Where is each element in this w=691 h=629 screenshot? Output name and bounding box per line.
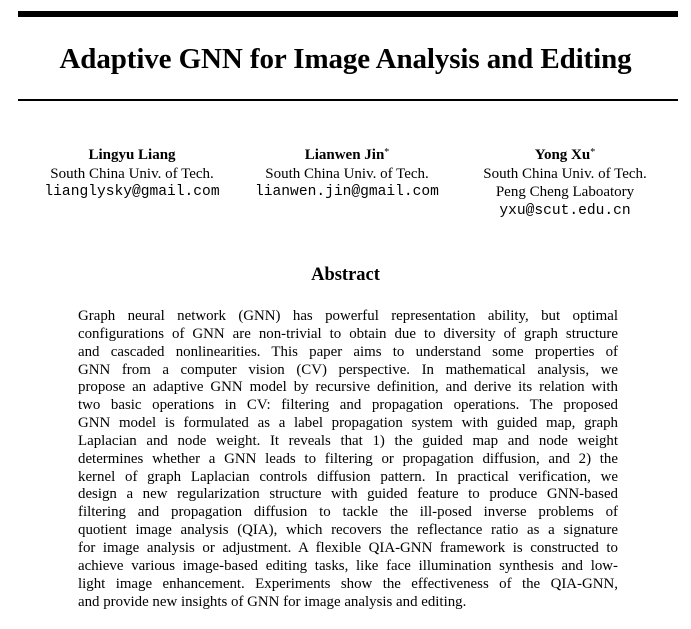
abstract-line: determines whether a GNN leads to filtering or propagation diffusion, and 2) the	[78, 450, 618, 467]
corresponding-mark: *	[384, 147, 390, 158]
author-email[interactable]: yxu@scut.edu.cn	[499, 202, 631, 219]
abstract-line: light image enhancement. Experiments show the effectiveness of the QIA-GNN,	[78, 575, 618, 592]
author-2	[247, 146, 447, 202]
abstract-line: two basic operations in CV: filtering and propagation operations. The proposed	[78, 397, 618, 414]
author-affiliation: South China Univ. of Tech.	[483, 165, 647, 182]
abstract-line: for image analysis or adjustment. A flexible QIA-GNN framework is constructed to	[78, 539, 618, 556]
abstract-line: and provide new insights of GNN for image analysis and editing.	[78, 593, 467, 610]
abstract-line: configurations of GNN are non-trivial to obtain due to diversity of graph structure	[78, 325, 618, 342]
abstract-line: quotient image analysis (QIA), which recovers the reflectance ratio as a signature	[78, 522, 618, 539]
abstract-line: propose an adaptive GNN model by recursive definition, and derive its relation with	[78, 379, 618, 396]
author-block	[0, 146, 691, 226]
author-1	[27, 146, 237, 202]
author-name: Lianwen Jin*	[304, 147, 390, 163]
abstract-heading: Abstract	[311, 265, 380, 285]
abstract-body	[78, 308, 618, 611]
abstract-line: GNN model is formulated as a label propagation system with guided map, graph	[78, 415, 618, 432]
abstract-line: achieve various image-based editing tasks, like face illumination synthesis and low-	[78, 557, 618, 574]
abstract-line: GNN from a computer vision (CV) perspective. In mathematical analysis, we	[78, 361, 618, 378]
title-bottom-rule	[18, 99, 678, 101]
author-email[interactable]: lianwen.jin@gmail.com	[255, 184, 439, 200]
author-email[interactable]: lianglysky@gmail.com	[44, 184, 220, 200]
author-affiliation: South China Univ. of Tech.	[265, 165, 429, 182]
title-top-rule	[18, 11, 678, 17]
abstract-line: Graph neural network (GNN) has powerful representation ability, but optimal	[78, 308, 618, 324]
author-affiliation: South China Univ. of Tech.	[50, 165, 214, 182]
author-3	[462, 146, 668, 220]
author-affiliation-2: Peng Cheng Laboatory	[495, 184, 635, 200]
abstract-line: Laplacian and node weight. It reveals that 1) the guided map and node weight	[78, 432, 618, 449]
author-name: Lingyu Liang	[88, 147, 176, 163]
abstract-line: design a new regularization structure with guided feature to produce GNN-based	[78, 486, 618, 503]
paper-title: Adaptive GNN for Image Analysis and Editing	[59, 43, 632, 75]
author-name: Yong Xu*	[534, 147, 596, 163]
abstract-line: filtering and propagation diffusion to tackle the ill-posed inverse problems of	[78, 504, 618, 521]
corresponding-mark: *	[590, 147, 596, 158]
abstract-line: and cascaded nonlinearities. This paper aims to understand some properties of	[78, 343, 618, 360]
abstract-line: kernel of graph Laplacian controls diffusion pattern. In practical verification, we	[78, 468, 618, 485]
